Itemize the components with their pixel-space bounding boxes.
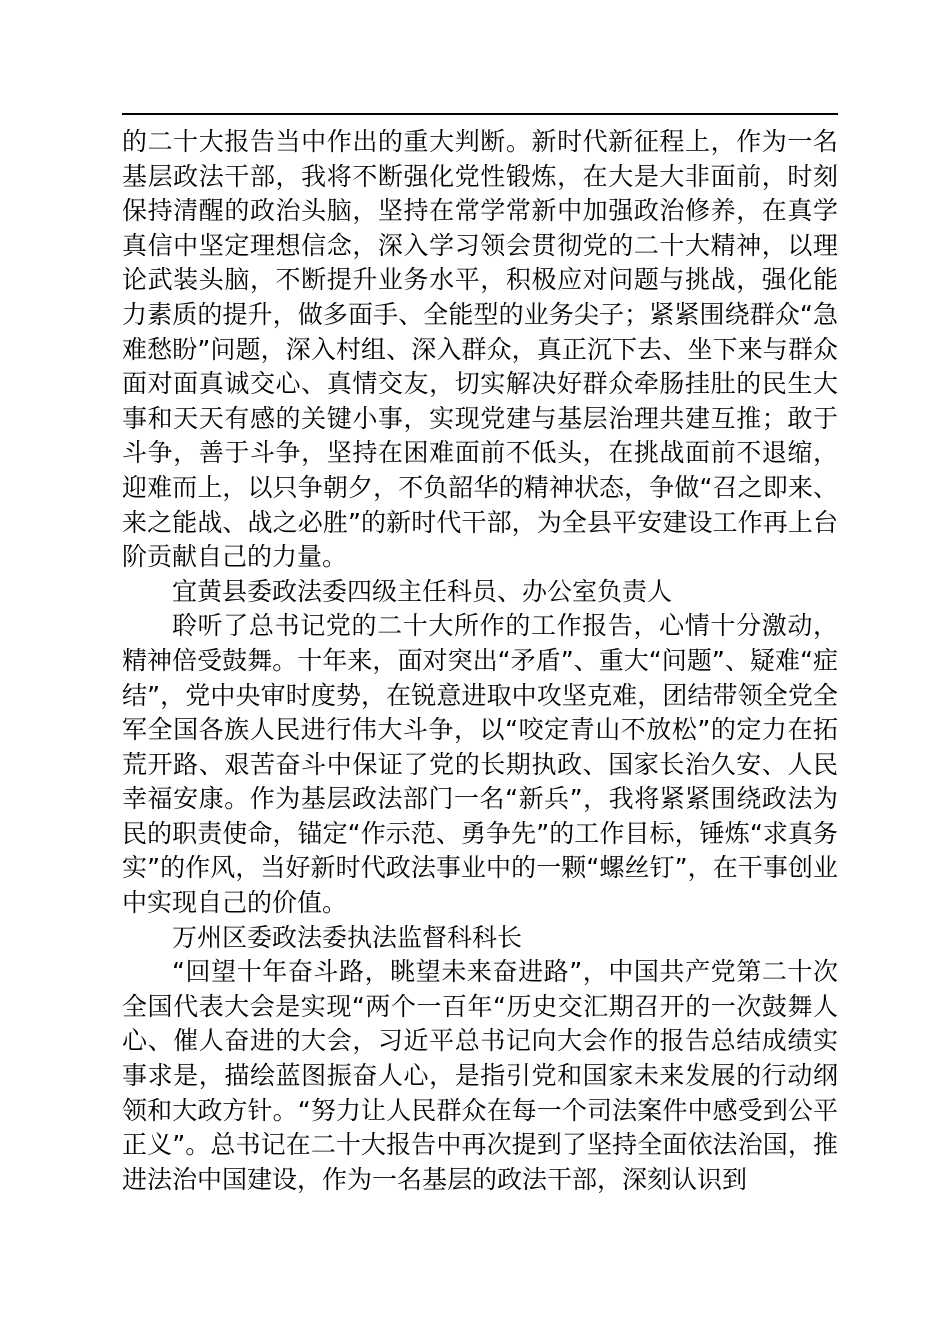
body-paragraph: 的二十大报告当中作出的重大判断。新时代新征程上，作为一名基层政法干部，我将不断强化党性锻炼，在大是大非面前，时刻保持清醒的政治头脑，坚持在常学常新中加强政治修养，在真学真信中坚定理想信念，深入学习领会贯彻党的二十大精神，以理论武装头脑，不断提升业务水平，积极应对问题与挑战，强化能力素质的提升，做多面手、全能型的业务尖子；紧紧围绕群众“急难愁盼”问题，深入村组、深入群众，真正沉下去、坐下来与群众面对面真诚交心、真情交友，切实解决好群众牵肠挂肚的民生大事和天天有感的关键小事，实现党建与基层治理共建互推；敢于斗争，善于斗争，坚持在困难面前不低头，在挑战面前不退缩，迎难而上，以只争朝夕，不负韶华的精神状态，争做“召之即来、来之能战、战之必胜”的新时代干部，为全县平安建设工作再上台阶贡献自己的力量。 [122, 127, 838, 572]
speaker-title: 宜黄县委政法委四级主任科员、办公室负责人 [172, 576, 673, 606]
document-body [122, 125, 838, 1197]
speaker-title: 万州区委政法委执法监督科科长 [172, 922, 523, 952]
header-rule [122, 113, 838, 115]
body-paragraph: “回望十年奋斗路，眺望未来奋进路”，中国共产党第二十次全国代表大会是实现“两个一百年“历史交汇期召开的一次鼓舞人心、催人奋进的大会，习近平总书记向大会作的报告总结成绩实事求是，描绘蓝图振奋人心，是指引党和国家未来发展的行动纲领和大政方针。“努力让人民群众在每一个司法案件中感受到公平正义”。总书记在二十大报告中再次提到了坚持全面依法治国，推进法治中国建设，作为一名基层的政法干部，深刻认识到 [122, 957, 838, 1194]
body-paragraph: 聆听了总书记党的二十大所作的工作报告，心情十分激动，精神倍受鼓舞。十年来，面对突出“矛盾”、重大“问题”、疑难“症结”，党中央审时度势，在锐意进取中攻坚克难，团结带领全党全军全国各族人民进行伟大斗争，以“咬定青山不放松”的定力在拓荒开路、艰苦奋斗中保证了党的长期执政、国家长治久安、人民幸福安康。作为基层政法部门一名“新兵”，我将紧紧围绕政法为民的职责使命，锚定“作示范、勇争先”的工作目标，锤炼“求真务实”的作风，当好新时代政法事业中的一颗“螺丝钉”，在干事创业中实现自己的价值。 [122, 611, 838, 918]
